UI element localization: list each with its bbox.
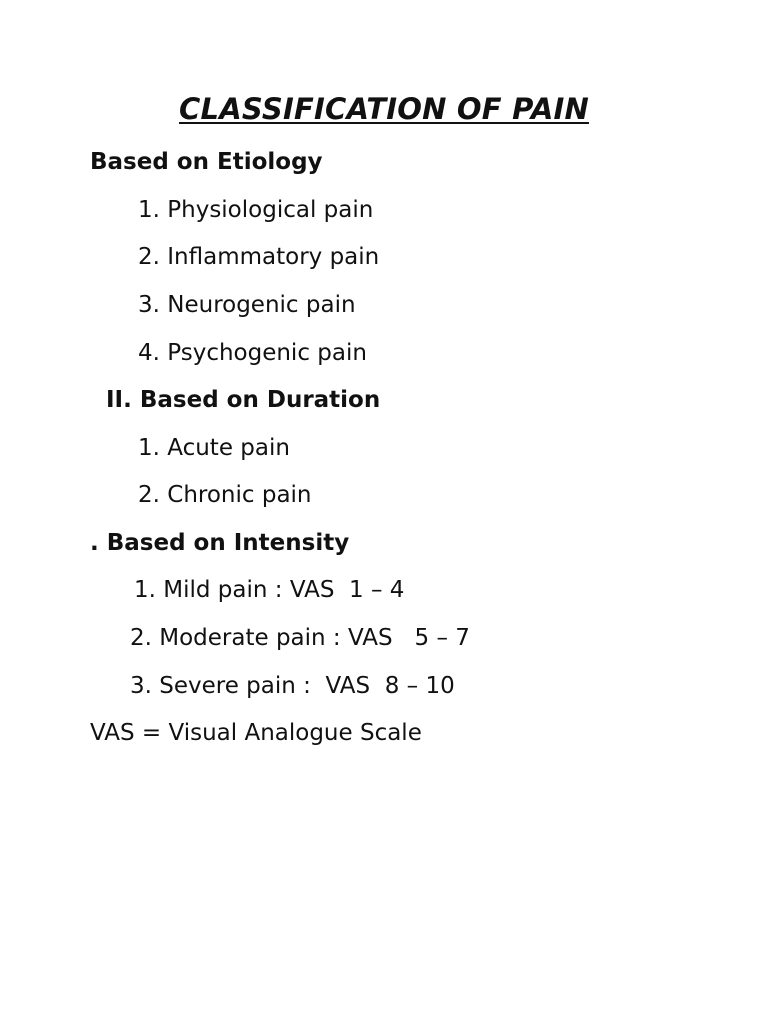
- list-item-psychogenic: 4. Psychogenic pain: [138, 340, 367, 366]
- section-heading-intensity: . Based on Intensity: [90, 530, 350, 556]
- list-item-moderate: 2. Moderate pain : VAS 5 – 7: [130, 625, 470, 651]
- section-heading-duration: II. Based on Duration: [106, 387, 381, 413]
- list-item-severe: 3. Severe pain : VAS 8 – 10: [130, 673, 455, 699]
- list-item-neurogenic: 3. Neurogenic pain: [138, 292, 356, 318]
- footnote: VAS = Visual Analogue Scale: [90, 720, 422, 746]
- list-item-physiological: 1. Physiological pain: [138, 197, 374, 223]
- section-heading-etiology: Based on Etiology: [90, 149, 323, 175]
- page-title: CLASSIFICATION OF PAIN: [179, 92, 589, 126]
- list-item-inflammatory: 2. Inflammatory pain: [138, 244, 380, 270]
- list-item-chronic: 2. Chronic pain: [138, 482, 312, 508]
- list-item-mild: 1. Mild pain : VAS 1 – 4: [134, 577, 405, 603]
- list-item-acute: 1. Acute pain: [138, 435, 290, 461]
